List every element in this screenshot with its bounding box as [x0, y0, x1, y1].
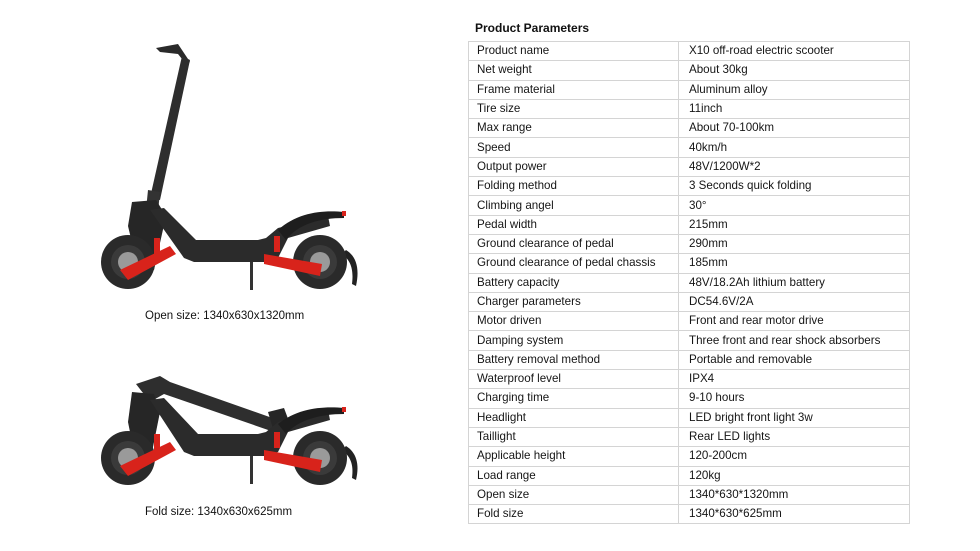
param-value: 11inch [679, 99, 910, 118]
table-row [469, 427, 910, 446]
param-label: Pedal width [469, 215, 679, 234]
param-value: IPX4 [679, 370, 910, 389]
param-label: Charger parameters [469, 292, 679, 311]
table-row [469, 61, 910, 80]
table-row [469, 42, 910, 61]
param-value: About 70-100km [679, 119, 910, 138]
table-row [469, 408, 910, 427]
param-label: Net weight [469, 61, 679, 80]
param-label: Waterproof level [469, 370, 679, 389]
table-row [469, 177, 910, 196]
param-value: Front and rear motor drive [679, 312, 910, 331]
param-value: Rear LED lights [679, 427, 910, 446]
param-label: Product name [469, 42, 679, 61]
fold-size-caption: Fold size: 1340x630x625mm [145, 506, 293, 518]
product-images-panel [0, 0, 460, 551]
param-label: Headlight [469, 408, 679, 427]
param-value: 48V/1200W*2 [679, 157, 910, 176]
param-label: Ground clearance of pedal [469, 234, 679, 253]
param-value: 185mm [679, 254, 910, 273]
param-label: Load range [469, 466, 679, 485]
table-row [469, 157, 910, 176]
table-row [469, 138, 910, 157]
table-row [469, 447, 910, 466]
open-size-caption: Open size: 1340x630x1320mm [145, 310, 305, 322]
param-label: Fold size [469, 505, 679, 524]
param-value: 1340*630*625mm [679, 505, 910, 524]
table-row [469, 331, 910, 350]
table-row [469, 119, 910, 138]
table-row [469, 196, 910, 215]
table-row [469, 350, 910, 369]
param-label: Output power [469, 157, 679, 176]
param-label: Taillight [469, 427, 679, 446]
param-label: Tire size [469, 99, 679, 118]
param-value: 290mm [679, 234, 910, 253]
param-value: 215mm [679, 215, 910, 234]
param-value: DC54.6V/2A [679, 292, 910, 311]
param-value: 3 Seconds quick folding [679, 177, 910, 196]
param-label: Open size [469, 485, 679, 504]
table-row [469, 80, 910, 99]
param-value: X10 off-road electric scooter [679, 42, 910, 61]
table-row [469, 234, 910, 253]
param-label: Frame material [469, 80, 679, 99]
param-label: Battery removal method [469, 350, 679, 369]
param-label: Damping system [469, 331, 679, 350]
param-value: 40km/h [679, 138, 910, 157]
param-label: Climbing angel [469, 196, 679, 215]
param-value: About 30kg [679, 61, 910, 80]
table-row [469, 312, 910, 331]
param-label: Max range [469, 119, 679, 138]
table-row [469, 99, 910, 118]
table-row [469, 215, 910, 234]
param-value: LED bright front light 3w [679, 408, 910, 427]
param-value: Aluminum alloy [679, 80, 910, 99]
param-value: Three front and rear shock absorbers [679, 331, 910, 350]
param-value: Portable and removable [679, 350, 910, 369]
param-value: 9-10 hours [679, 389, 910, 408]
param-label: Folding method [469, 177, 679, 196]
param-label: Ground clearance of pedal chassis [469, 254, 679, 273]
table-row [469, 292, 910, 311]
folded-scooter-image [98, 372, 368, 502]
table-row [469, 273, 910, 292]
param-value: 1340*630*1320mm [679, 485, 910, 504]
table-row [469, 254, 910, 273]
table-row [469, 505, 910, 524]
param-label: Applicable height [469, 447, 679, 466]
param-label: Speed [469, 138, 679, 157]
parameters-table [468, 41, 910, 524]
param-label: Battery capacity [469, 273, 679, 292]
param-label: Motor driven [469, 312, 679, 331]
param-value: 120kg [679, 466, 910, 485]
table-row [469, 370, 910, 389]
param-value: 48V/18.2Ah lithium battery [679, 273, 910, 292]
table-row [469, 485, 910, 504]
param-value: 120-200cm [679, 447, 910, 466]
param-label: Charging time [469, 389, 679, 408]
table-row [469, 466, 910, 485]
param-value: 30° [679, 196, 910, 215]
parameters-title: Product Parameters [475, 21, 590, 35]
open-scooter-image [98, 40, 368, 302]
table-row [469, 389, 910, 408]
